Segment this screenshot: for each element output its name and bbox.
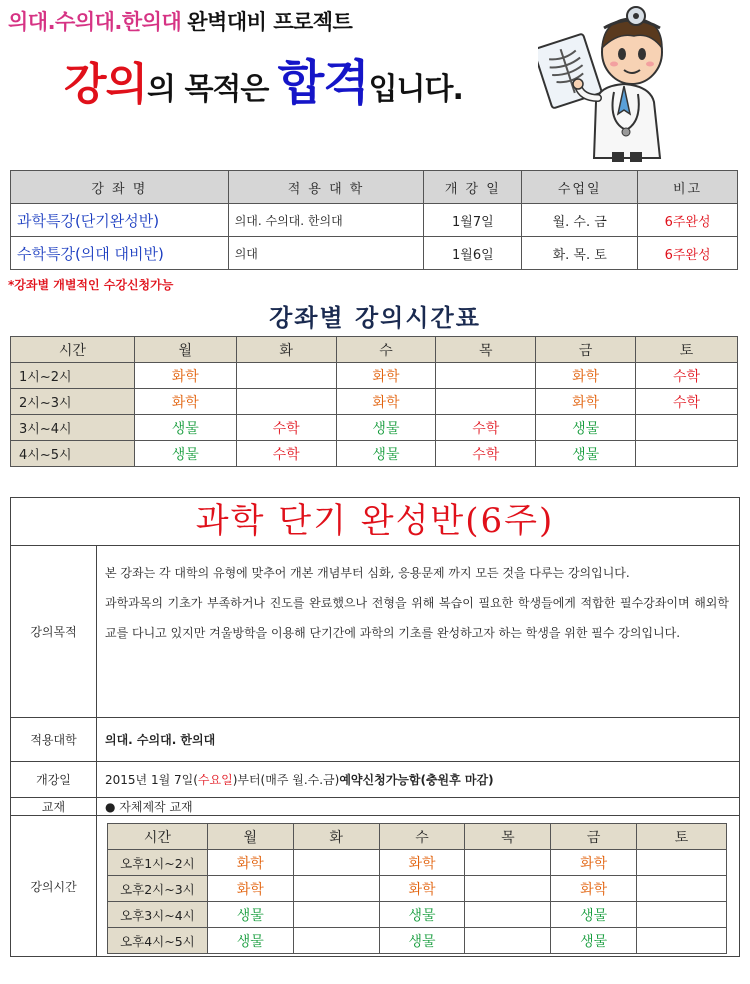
time-cell: 화학 (207, 876, 293, 902)
course-univ: 의대 (228, 237, 424, 270)
time-slot: 오후2시~3시 (108, 876, 208, 902)
time-header-cell: 토 (637, 824, 727, 850)
time-header-cell: 화 (293, 824, 379, 850)
time-cell: 화학 (207, 850, 293, 876)
schedule-cell: 화학 (336, 389, 436, 415)
schedule-cell: 생물 (134, 415, 236, 441)
schedule-header-cell: 목 (436, 337, 536, 363)
schedule-cell: 수학 (436, 441, 536, 467)
schedule-cell (636, 415, 738, 441)
schedule-cell: 생물 (336, 415, 436, 441)
schedule-row (11, 363, 738, 389)
time-table-row (108, 928, 727, 954)
course-time-table (107, 823, 727, 954)
schedule-header-cell: 수 (336, 337, 436, 363)
time-header-cell: 목 (465, 824, 551, 850)
course-start: 1월6일 (424, 237, 522, 270)
course-univ: 의대. 수의대. 한의대 (228, 204, 424, 237)
header-slogan (64, 44, 463, 113)
schedule-header-cell: 금 (536, 337, 636, 363)
univ-value: 의대. 수의대. 한의대 (105, 733, 216, 747)
schedule-time: 1시~2시 (11, 363, 135, 389)
schedule-cell: 생물 (536, 441, 636, 467)
schedule-row (11, 441, 738, 467)
time-cell (293, 850, 379, 876)
course-name: 과학특강(단기완성반) (11, 204, 229, 237)
time-cell (637, 928, 727, 954)
time-table-row (108, 876, 727, 902)
time-header-cell: 금 (551, 824, 637, 850)
schedule-cell: 화학 (134, 389, 236, 415)
slogan-end: 입니다. (368, 72, 463, 107)
slogan-pass: 합격 (277, 55, 369, 111)
start-date: 2015년 1월 7일( (105, 773, 198, 787)
start-row (11, 762, 739, 798)
header-line1 (8, 6, 352, 36)
schedule-cell (236, 389, 336, 415)
time-cell (637, 876, 727, 902)
time-cell (293, 928, 379, 954)
time-cell (637, 902, 727, 928)
book-value: ● 자체제작 교재 (105, 800, 193, 814)
time-label: 강의시간 (11, 816, 97, 956)
time-value (97, 816, 739, 956)
schedule-cell (436, 363, 536, 389)
time-cell: 화학 (551, 850, 637, 876)
book-row (11, 798, 739, 816)
summary-header-cell: 적 용 대 학 (228, 171, 424, 204)
schedule-cell (636, 441, 738, 467)
course-note: 6주완성 (638, 204, 738, 237)
time-cell: 생물 (551, 902, 637, 928)
schedule-cell (236, 363, 336, 389)
schedule-cell: 화학 (536, 389, 636, 415)
schedule-table (10, 336, 738, 467)
course-start: 1월7일 (424, 204, 522, 237)
start-schedule: )부터(매주 월.수.금) (232, 773, 340, 787)
summary-header-cell: 비고 (638, 171, 738, 204)
univ-label: 적용대학 (11, 718, 97, 761)
summary-header-cell: 강 좌 명 (11, 171, 229, 204)
start-weekday: 수요일 (197, 773, 233, 787)
schedule-header-cell: 화 (236, 337, 336, 363)
summary-header-cell: 수업일 (522, 171, 638, 204)
summary-header-row (11, 171, 738, 204)
summary-row (11, 237, 738, 270)
time-cell: 생물 (379, 928, 465, 954)
schedule-cell: 수학 (236, 441, 336, 467)
course-name: 수학특강(의대 대비반) (11, 237, 229, 270)
schedule-time: 2시~3시 (11, 389, 135, 415)
schedule-cell: 화학 (336, 363, 436, 389)
schedule-cell: 수학 (636, 363, 738, 389)
schedule-cell: 수학 (236, 415, 336, 441)
schedule-cell: 화학 (134, 363, 236, 389)
summary-header-cell: 개 강 일 (424, 171, 522, 204)
time-cell: 생물 (207, 928, 293, 954)
reservation-note: 예약신청가능함(충원후 마감) (339, 773, 494, 787)
purpose-text (97, 546, 739, 717)
start-value (97, 762, 739, 797)
time-slot: 오후1시~2시 (108, 850, 208, 876)
slogan-middle: 의 목적은 (147, 72, 278, 107)
schedule-time: 4시~5시 (11, 441, 135, 467)
course-detail-title: 과학 단기 완성반(6주) (11, 498, 739, 546)
time-table-row (108, 850, 727, 876)
schedule-header-cell: 토 (636, 337, 738, 363)
time-cell: 화학 (551, 876, 637, 902)
schedule-row (11, 389, 738, 415)
time-cell (293, 876, 379, 902)
start-label: 개강일 (11, 762, 97, 797)
schedule-header-cell: 월 (134, 337, 236, 363)
purpose-paragraph-1: 본 강좌는 각 대학의 유형에 맞추어 개본 개념부터 심화, 응용문제 까지 모든 것을 다루는 강의입니다. (105, 566, 630, 580)
time-cell: 생물 (379, 902, 465, 928)
schedule-row (11, 415, 738, 441)
time-cell (465, 902, 551, 928)
purpose-row (11, 546, 739, 718)
header-project: 완벽대비 프로젝트 (187, 10, 353, 34)
course-note: 6주완성 (638, 237, 738, 270)
schedule-cell: 생물 (134, 441, 236, 467)
time-header-cell: 시간 (108, 824, 208, 850)
schedule-time: 3시~4시 (11, 415, 135, 441)
time-cell (293, 902, 379, 928)
schedule-cell: 생물 (536, 415, 636, 441)
time-cell: 화학 (379, 876, 465, 902)
course-detail-panel (10, 497, 740, 957)
schedule-header-cell: 시간 (11, 337, 135, 363)
time-header-cell: 월 (207, 824, 293, 850)
header-banner (0, 0, 750, 165)
time-table-row (108, 902, 727, 928)
schedule-cell: 생물 (336, 441, 436, 467)
time-cell: 생물 (207, 902, 293, 928)
time-row (11, 816, 739, 956)
time-slot: 오후3시~4시 (108, 902, 208, 928)
time-cell (465, 876, 551, 902)
doctor-cartoon-icon (538, 2, 688, 164)
time-cell: 생물 (551, 928, 637, 954)
schedule-title: 강좌별 강의시간표 (269, 304, 481, 332)
time-header-cell: 수 (379, 824, 465, 850)
purpose-label: 강의목적 (11, 546, 97, 717)
time-cell (465, 850, 551, 876)
time-slot: 오후4시~5시 (108, 928, 208, 954)
course-days: 화. 목. 토 (522, 237, 638, 270)
purpose-paragraph-2: 과학과목의 기초가 부족하거나 진도를 완료했으나 전형을 위해 복습이 필요한 학생들에게 적합한 필수강좌이며 해외학교를 다니고 있지만 겨울방학을 이용해 단기간에 과학의 기초를 완성하고자 하는 학생을 위한 필수 강의입니다. (105, 596, 729, 640)
schedule-cell: 화학 (536, 363, 636, 389)
schedule-cell: 수학 (636, 389, 738, 415)
time-cell: 화학 (379, 850, 465, 876)
slogan-lecture: 강의 (64, 59, 148, 110)
book-label: 교재 (11, 798, 97, 815)
schedule-header-row (11, 337, 738, 363)
header-target-schools: 의대.수의대.한의대 (8, 10, 182, 34)
time-header-row (108, 824, 727, 850)
course-summary-table (10, 170, 738, 270)
schedule-cell: 수학 (436, 415, 536, 441)
time-cell (637, 850, 727, 876)
time-cell (465, 928, 551, 954)
summary-row (11, 204, 738, 237)
schedule-cell (436, 389, 536, 415)
course-days: 월. 수. 금 (522, 204, 638, 237)
enrollment-note: *강좌별 개별적인 수강신청가능 (8, 278, 174, 292)
univ-row (11, 718, 739, 762)
